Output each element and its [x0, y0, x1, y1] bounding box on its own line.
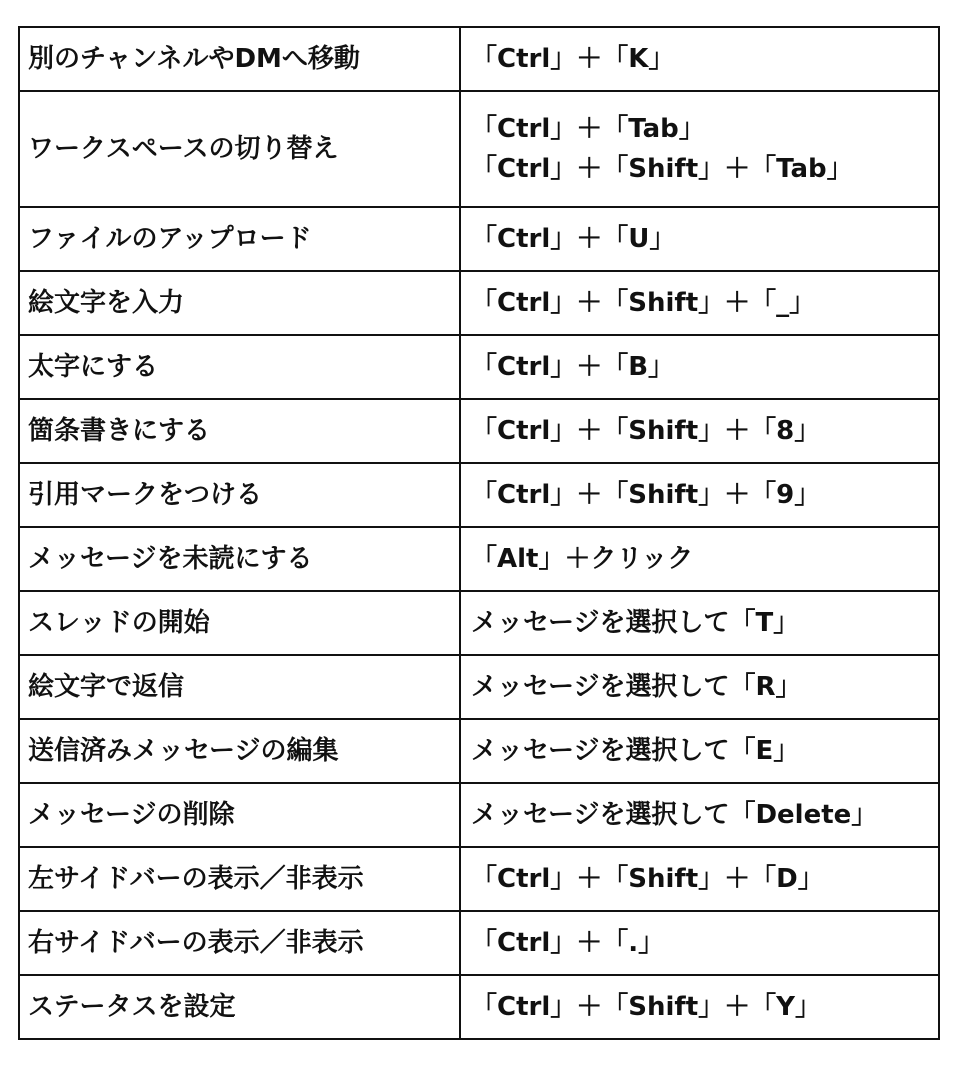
- table-row: [19, 399, 939, 463]
- action-cell: 絵文字で返信: [19, 655, 460, 719]
- shortcut-table-body: [19, 27, 939, 1039]
- action-cell: ワークスペースの切り替え: [19, 91, 460, 207]
- shortcut-keys: メッセージを選択して「Delete」: [471, 800, 878, 830]
- shortcut-cell: [460, 27, 939, 91]
- action-cell: 右サイドバーの表示／非表示: [19, 911, 460, 975]
- shortcut-keys: 「Ctrl」＋「Tab」: [471, 114, 705, 144]
- shortcut-cell: [460, 271, 939, 335]
- table-row: [19, 911, 939, 975]
- table-row: [19, 91, 939, 207]
- action-cell: 箇条書きにする: [19, 399, 460, 463]
- shortcut-keys: メッセージを選択して「E」: [471, 736, 800, 766]
- shortcut-keys: 「Ctrl」＋「Shift」＋「_」: [471, 288, 816, 318]
- shortcut-cell: [460, 655, 939, 719]
- table-row: [19, 655, 939, 719]
- shortcut-cell: [460, 847, 939, 911]
- shortcut-keys: 「Ctrl」＋「Shift」＋「8」: [471, 416, 821, 446]
- action-cell: 絵文字を入力: [19, 271, 460, 335]
- shortcut-keys: 「Ctrl」＋「U」: [471, 224, 676, 254]
- shortcut-keys: メッセージを選択して「R」: [471, 672, 802, 702]
- table-row: [19, 975, 939, 1039]
- shortcut-cell: [460, 591, 939, 655]
- shortcut-keys: メッセージを選択して「T」: [471, 608, 800, 638]
- action-cell: ステータスを設定: [19, 975, 460, 1039]
- shortcut-keys: 「Ctrl」＋「Shift」＋「9」: [471, 480, 821, 510]
- shortcut-cell: [460, 335, 939, 399]
- action-cell: メッセージを未読にする: [19, 527, 460, 591]
- shortcut-keys: 「Ctrl」＋「Shift」＋「Y」: [471, 992, 821, 1022]
- table-row: [19, 463, 939, 527]
- shortcut-cell: [460, 783, 939, 847]
- table-row: [19, 527, 939, 591]
- shortcut-keys: 「Ctrl」＋「.」: [471, 928, 665, 958]
- table-row: [19, 27, 939, 91]
- shortcut-cell: [460, 911, 939, 975]
- table-row: [19, 335, 939, 399]
- shortcut-keys: 「Ctrl」＋「Shift」＋「D」: [471, 864, 824, 894]
- shortcut-cell: [460, 399, 939, 463]
- shortcut-cell: [460, 207, 939, 271]
- table-row: [19, 719, 939, 783]
- table-row: [19, 847, 939, 911]
- shortcut-keys: 「Alt」＋クリック: [471, 544, 694, 574]
- table-row: [19, 271, 939, 335]
- action-cell: 引用マークをつける: [19, 463, 460, 527]
- action-cell: 左サイドバーの表示／非表示: [19, 847, 460, 911]
- action-cell: メッセージの削除: [19, 783, 460, 847]
- shortcut-table: [18, 26, 940, 1040]
- action-cell: スレッドの開始: [19, 591, 460, 655]
- shortcut-cell: [460, 463, 939, 527]
- action-cell: 太字にする: [19, 335, 460, 399]
- table-row: [19, 783, 939, 847]
- action-cell: ファイルのアップロード: [19, 207, 460, 271]
- action-cell: 送信済みメッセージの編集: [19, 719, 460, 783]
- shortcut-cell: [460, 719, 939, 783]
- shortcut-keys: 「Ctrl」＋「K」: [471, 44, 675, 74]
- shortcut-cell: [460, 527, 939, 591]
- shortcut-keys: 「Ctrl」＋「Shift」＋「Tab」: [471, 154, 853, 184]
- action-cell: 別のチャンネルやDMへ移動: [19, 27, 460, 91]
- table-row: [19, 591, 939, 655]
- shortcut-cell: [460, 91, 939, 207]
- table-row: [19, 207, 939, 271]
- shortcut-keys: 「Ctrl」＋「B」: [471, 352, 675, 382]
- shortcut-cell: [460, 975, 939, 1039]
